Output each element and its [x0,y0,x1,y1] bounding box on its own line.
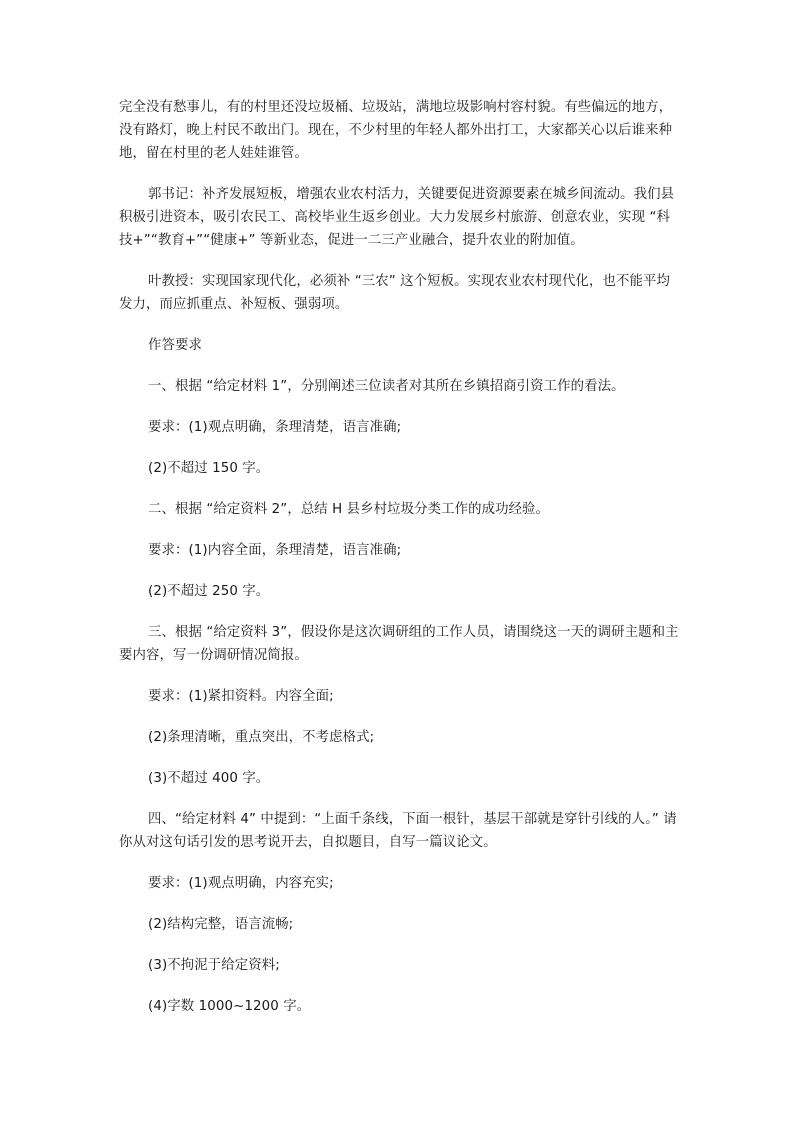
paragraph-professor-ye: 叶教授：实现国家现代化，必须补 “三农” 这个短板。实现农业农村现代化，也不能平均发力，而应抓重点、补短板、强弱项。 [119,274,670,312]
question-4-req-4: (4)字数 1000~1200 字。 [148,999,311,1014]
document-page [119,96,679,1018]
question-3-req-2: (2)条理清晰，重点突出，不考虑格式; [148,730,375,745]
section-heading-requirements: 作答要求 [148,338,202,353]
question-4-req-2: (2)结构完整，语言流畅; [148,917,294,932]
question-3: 三、根据 “给定资料 3”，假设你是这次调研组的工作人员，请围绕这一天的调研主题和主要内容，写一份调研情况简报。 [119,625,679,663]
question-2: 二、根据 “给定资料 2”，总结 H 县乡村垃圾分类工作的成功经验。 [148,502,550,517]
question-1-req-1: 要求：(1)观点明确，条理清楚，语言准确; [148,420,402,435]
question-4-req-1: 要求：(1)观点明确，内容充实; [148,876,334,891]
question-4-req-3: (3)不拘泥于给定资料; [148,958,280,973]
paragraph-secretary-guo: 郭书记：补齐发展短板，增强农业农村活力，关键要促进资源要素在城乡间流动。我们县积极引进资本，吸引农民工、高校毕业生返乡创业。大力发展乡村旅游、创意农业，实现 “科技+”“教育+”“健康+” 等新业态，促进一二三产业融合，提升农业的附加值。 [119,187,675,248]
question-4: 四、“给定材料 4” 中提到：“上面千条线，下面一根针，基层干部就是穿针引线的人。” 请你从对这句话引发的思考说开去，自拟题目，自写一篇议论文。 [119,812,677,850]
question-1-req-2: (2)不超过 150 字。 [148,461,270,476]
question-1: 一、根据 “给定材料 1”，分别阐述三位读者对其所在乡镇招商引资工作的看法。 [148,379,625,394]
paragraph-villager-concerns: 完全没有愁事儿，有的村里还没垃圾桶、垃圾站，满地垃圾影响村容村貌。有些偏远的地方，没有路灯，晚上村民不敢出门。现在，不少村里的年轻人都外出打工，大家都关心以后谁来种地，留在村里的老人娃娃谁管。 [119,100,673,161]
question-2-req-1: 要求：(1)内容全面，条理清楚，语言准确; [148,543,402,558]
question-2-req-2: (2)不超过 250 字。 [148,584,270,599]
question-3-req-3: (3)不超过 400 字。 [148,771,270,786]
question-3-req-1: 要求：(1)紧扣资料。内容全面; [148,689,334,704]
